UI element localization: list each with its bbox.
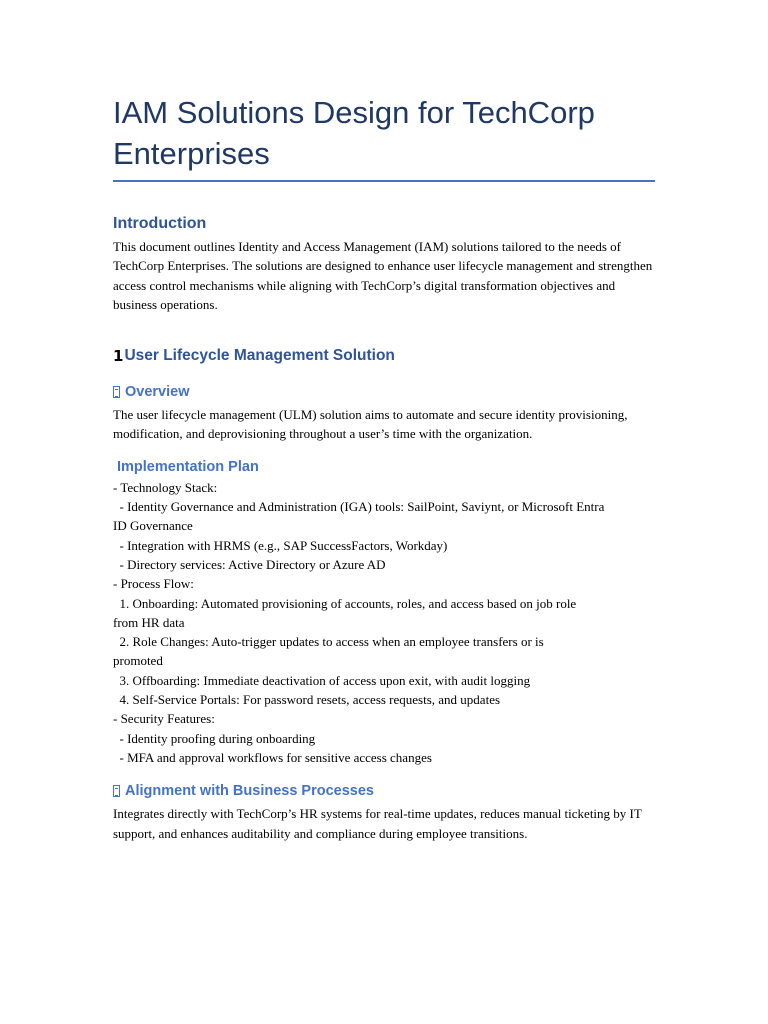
list-line: - Security Features: xyxy=(113,711,215,727)
section1-heading-text: User Lifecycle Management Solution xyxy=(124,347,395,365)
number-one-icon: 1 xyxy=(113,347,123,366)
introduction-body: This document outlines Identity and Access Management (IAM) solutions tailored to the needs of TechCorp Enterprises. The solutions are designed to enhance user lifecycle management and strengthen access control mechanisms while aligning with TechCorp’s digital transformation objectives and business operations. xyxy=(113,239,653,312)
document-title-line1: IAM Solutions Design for TechCorp xyxy=(113,95,595,130)
overview-heading xyxy=(113,382,655,402)
list-line: from HR data xyxy=(113,614,185,630)
alignment-body: Integrates directly with TechCorp’s HR systems for real-time updates, reduces manual ticketing by IT support, and enhances auditability and compliance during employee transitions. xyxy=(113,806,642,841)
title-underline xyxy=(113,180,655,182)
alignment-heading xyxy=(113,781,655,801)
list-line: - Process Flow: xyxy=(113,576,194,592)
document-title-line2: Enterprises xyxy=(113,136,270,171)
list-line: - Directory services: Active Directory or Azure AD xyxy=(113,556,386,572)
section1-heading xyxy=(113,345,655,367)
list-line: promoted xyxy=(113,653,163,669)
list-line: - Technology Stack: xyxy=(113,479,218,495)
missing-glyph-icon xyxy=(113,785,120,797)
list-line: - Identity proofing during onboarding xyxy=(113,730,316,746)
list-line: 3. Offboarding: Immediate deactivation of access upon exit, with audit logging xyxy=(113,672,531,688)
list-line: 1. Onboarding: Automated provisioning of accounts, roles, and access based on job role xyxy=(113,595,577,611)
list-line: 2. Role Changes: Auto-trigger updates to access when an employee transfers or is xyxy=(113,634,544,650)
list-line: - MFA and approval workflows for sensitive access changes xyxy=(113,749,432,765)
document-page xyxy=(113,92,655,843)
list-line: ID Governance xyxy=(113,518,193,534)
implementation-plan-list xyxy=(113,478,655,767)
introduction-heading: Introduction xyxy=(113,215,207,232)
implementation-plan-heading: Implementation Plan xyxy=(117,458,259,475)
missing-glyph-icon xyxy=(113,386,120,398)
document-title xyxy=(113,92,655,174)
alignment-heading-text: Alignment with Business Processes xyxy=(125,783,374,800)
list-line: 4. Self-Service Portals: For password resets, access requests, and updates xyxy=(113,692,501,708)
overview-heading-text: Overview xyxy=(125,384,190,401)
list-line: - Identity Governance and Administration (IGA) tools: SailPoint, Saviynt, or Microsoft Entra xyxy=(113,499,605,515)
overview-body: The user lifecycle management (ULM) solution aims to automate and secure identity provisioning, modification, and deprovisioning throughout a user’s time with the organization. xyxy=(113,407,628,442)
list-line: - Integration with HRMS (e.g., SAP SuccessFactors, Workday) xyxy=(113,537,448,553)
